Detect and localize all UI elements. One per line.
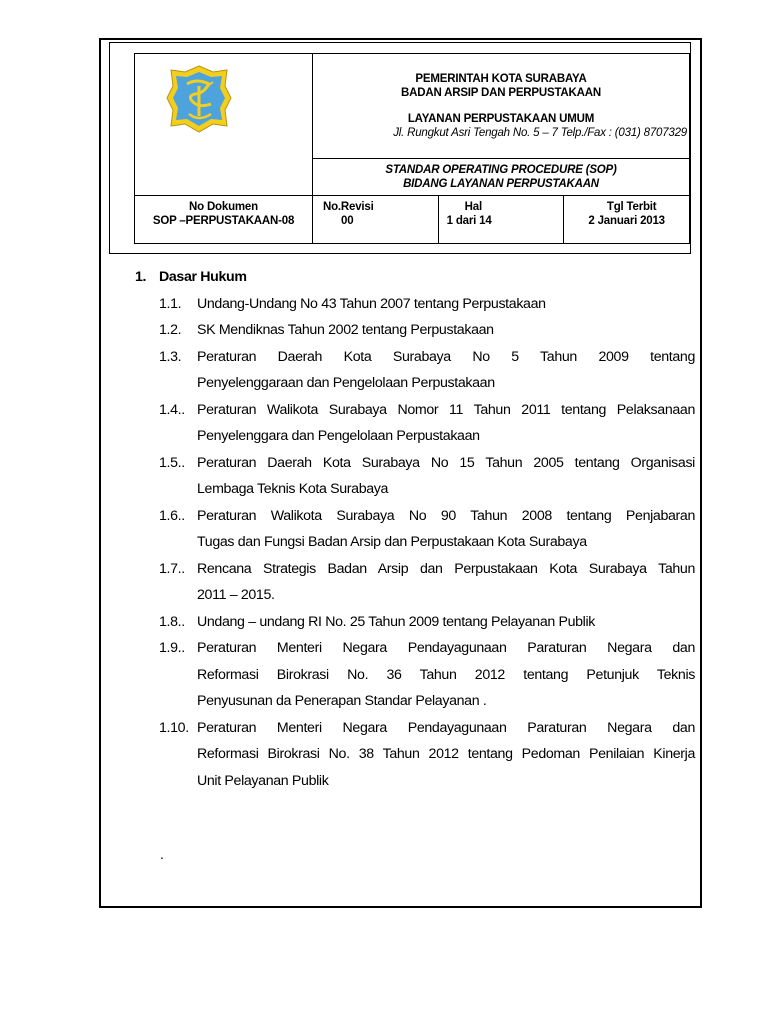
list-item (135, 715, 695, 795)
date-value: 2 Januari 2013 (588, 215, 665, 227)
service-title: LAYANAN PERPUSTAKAAN UMUM (407, 112, 595, 125)
list-item (135, 609, 695, 636)
list-item-line: SK Mendiknas Tahun 2002 tentang Perpustakaan (197, 322, 494, 338)
sop-line-2: BIDANG LAYANAN PERPUSTAKAAN (403, 177, 599, 190)
doc-number-value: SOP –PERPUSTAKAAN-08 (152, 215, 295, 227)
organization-block (313, 54, 690, 159)
list-item-line: Undang-Undang No 43 Tahun 2007 tentang Perpustakaan (197, 295, 546, 312)
date-label: Tgl Terbit (606, 201, 657, 213)
list-item-line: Lembaga Teknis Kota Surabaya (197, 481, 389, 497)
list-item-line: Penyelenggaraan dan Pengelolaan Perpustakaan (197, 375, 495, 391)
list-item (135, 556, 695, 609)
list-item-text (197, 556, 695, 609)
document-body (135, 264, 695, 794)
list-item-line: Reformasi Birokrasi No. 38 Tahun 2012 tentang Pedoman Penilaian Kinerja (197, 746, 695, 762)
list-item-line: Peraturan Walikota Surabaya Nomor 11 Tahun 2011 tentang Pelaksanaan (197, 401, 695, 418)
document-header (134, 53, 690, 244)
list-item-text (197, 503, 695, 556)
list-item-line: Reformasi Birokrasi No. 36 Tahun 2012 tentang Petunjuk Teknis (197, 666, 695, 683)
list-item-line: Rencana Strategis Badan Arsip dan Perpustakaan Kota Surabaya Tahun (197, 560, 695, 577)
org-line-1: PEMERINTAH KOTA SURABAYA (415, 72, 587, 85)
org-line-2: BADAN ARSIP DAN PERPUSTAKAAN (401, 86, 601, 99)
list-item-number: 1.9.. (159, 640, 185, 656)
list-item-number: 1.3. (159, 348, 182, 365)
address: Jl. Rungkut Asri Tengah No. 5 – 7 Telp./Fax : (031) 8707329 (393, 126, 687, 139)
list-item-line: Penyelenggara dan Pengelolaan Perpustakaan (197, 428, 480, 444)
list-item-number: 1.2. (159, 322, 182, 338)
date-cell (564, 196, 690, 244)
list-item-text (197, 291, 695, 318)
list-item (135, 344, 695, 397)
list-item (135, 291, 695, 318)
list-item-line: Undang – undang RI No. 25 Tahun 2009 tentang Pelayanan Publik (197, 613, 596, 630)
list-item-line: Peraturan Daerah Kota Surabaya No 15 Tahun 2005 tentang Organisasi (197, 454, 695, 471)
list-item-line: Peraturan Menteri Negara Pendayagunaan Paraturan Negara dan (197, 719, 695, 736)
section-number: 1. (135, 269, 147, 285)
revision-label: No.Revisi (323, 201, 374, 213)
list-item (135, 450, 695, 503)
list-item-line: Peraturan Daerah Kota Surabaya No 5 Tahun 2009 tentang (197, 348, 695, 365)
section-title: Dasar Hukum (159, 269, 247, 285)
list-item-number: 1.6.. (159, 507, 185, 524)
list-item (135, 635, 695, 715)
logo-cell (135, 54, 313, 196)
doc-number-cell (135, 196, 313, 244)
revision-cell (313, 196, 439, 244)
list-item-line: Peraturan Walikota Surabaya No 90 Tahun 2008 tentang Penjabaran (197, 507, 695, 524)
list-item-number: 1.7.. (159, 560, 185, 577)
list-item-line: 2011 – 2015. (197, 587, 275, 603)
list-item-line: Penyusunan da Penerapan Standar Pelayanan . (197, 693, 487, 709)
list-item-text (197, 317, 695, 344)
legal-basis-list (135, 291, 695, 795)
list-item-text (197, 715, 695, 795)
list-item-number: 1.8.. (159, 613, 185, 630)
page-cell (438, 196, 564, 244)
list-item-text (197, 450, 695, 503)
list-item-text (197, 635, 695, 715)
list-item-line: Unit Pelayanan Publik (197, 772, 329, 789)
list-item (135, 317, 695, 344)
sop-title-block (313, 158, 690, 195)
list-item (135, 397, 695, 450)
sop-line-1: STANDAR OPERATING PROCEDURE (SOP) (385, 163, 617, 176)
list-item-number: 1.5.. (159, 454, 185, 471)
doc-number-label: No Dokumen (189, 201, 258, 213)
list-item-line: Peraturan Menteri Negara Pendayagunaan Paraturan Negara dan (197, 640, 695, 656)
list-item-number: 1.10. (159, 719, 189, 736)
list-item-text (197, 609, 695, 636)
section-heading (135, 264, 695, 291)
list-item-text (197, 344, 695, 397)
trailing-mark: . (160, 846, 164, 862)
list-item-number: 1.4.. (159, 401, 185, 418)
list-item-line: Tugas dan Fungsi Badan Arsip dan Perpustakaan Kota Surabaya (197, 534, 587, 550)
page-label: Hal (464, 201, 482, 213)
list-item (135, 503, 695, 556)
list-item-text (197, 397, 695, 450)
revision-value: 00 (341, 215, 354, 227)
page-value: 1 dari 14 (446, 215, 492, 227)
surabaya-emblem-icon (165, 64, 233, 134)
list-item-number: 1.1. (159, 295, 182, 312)
